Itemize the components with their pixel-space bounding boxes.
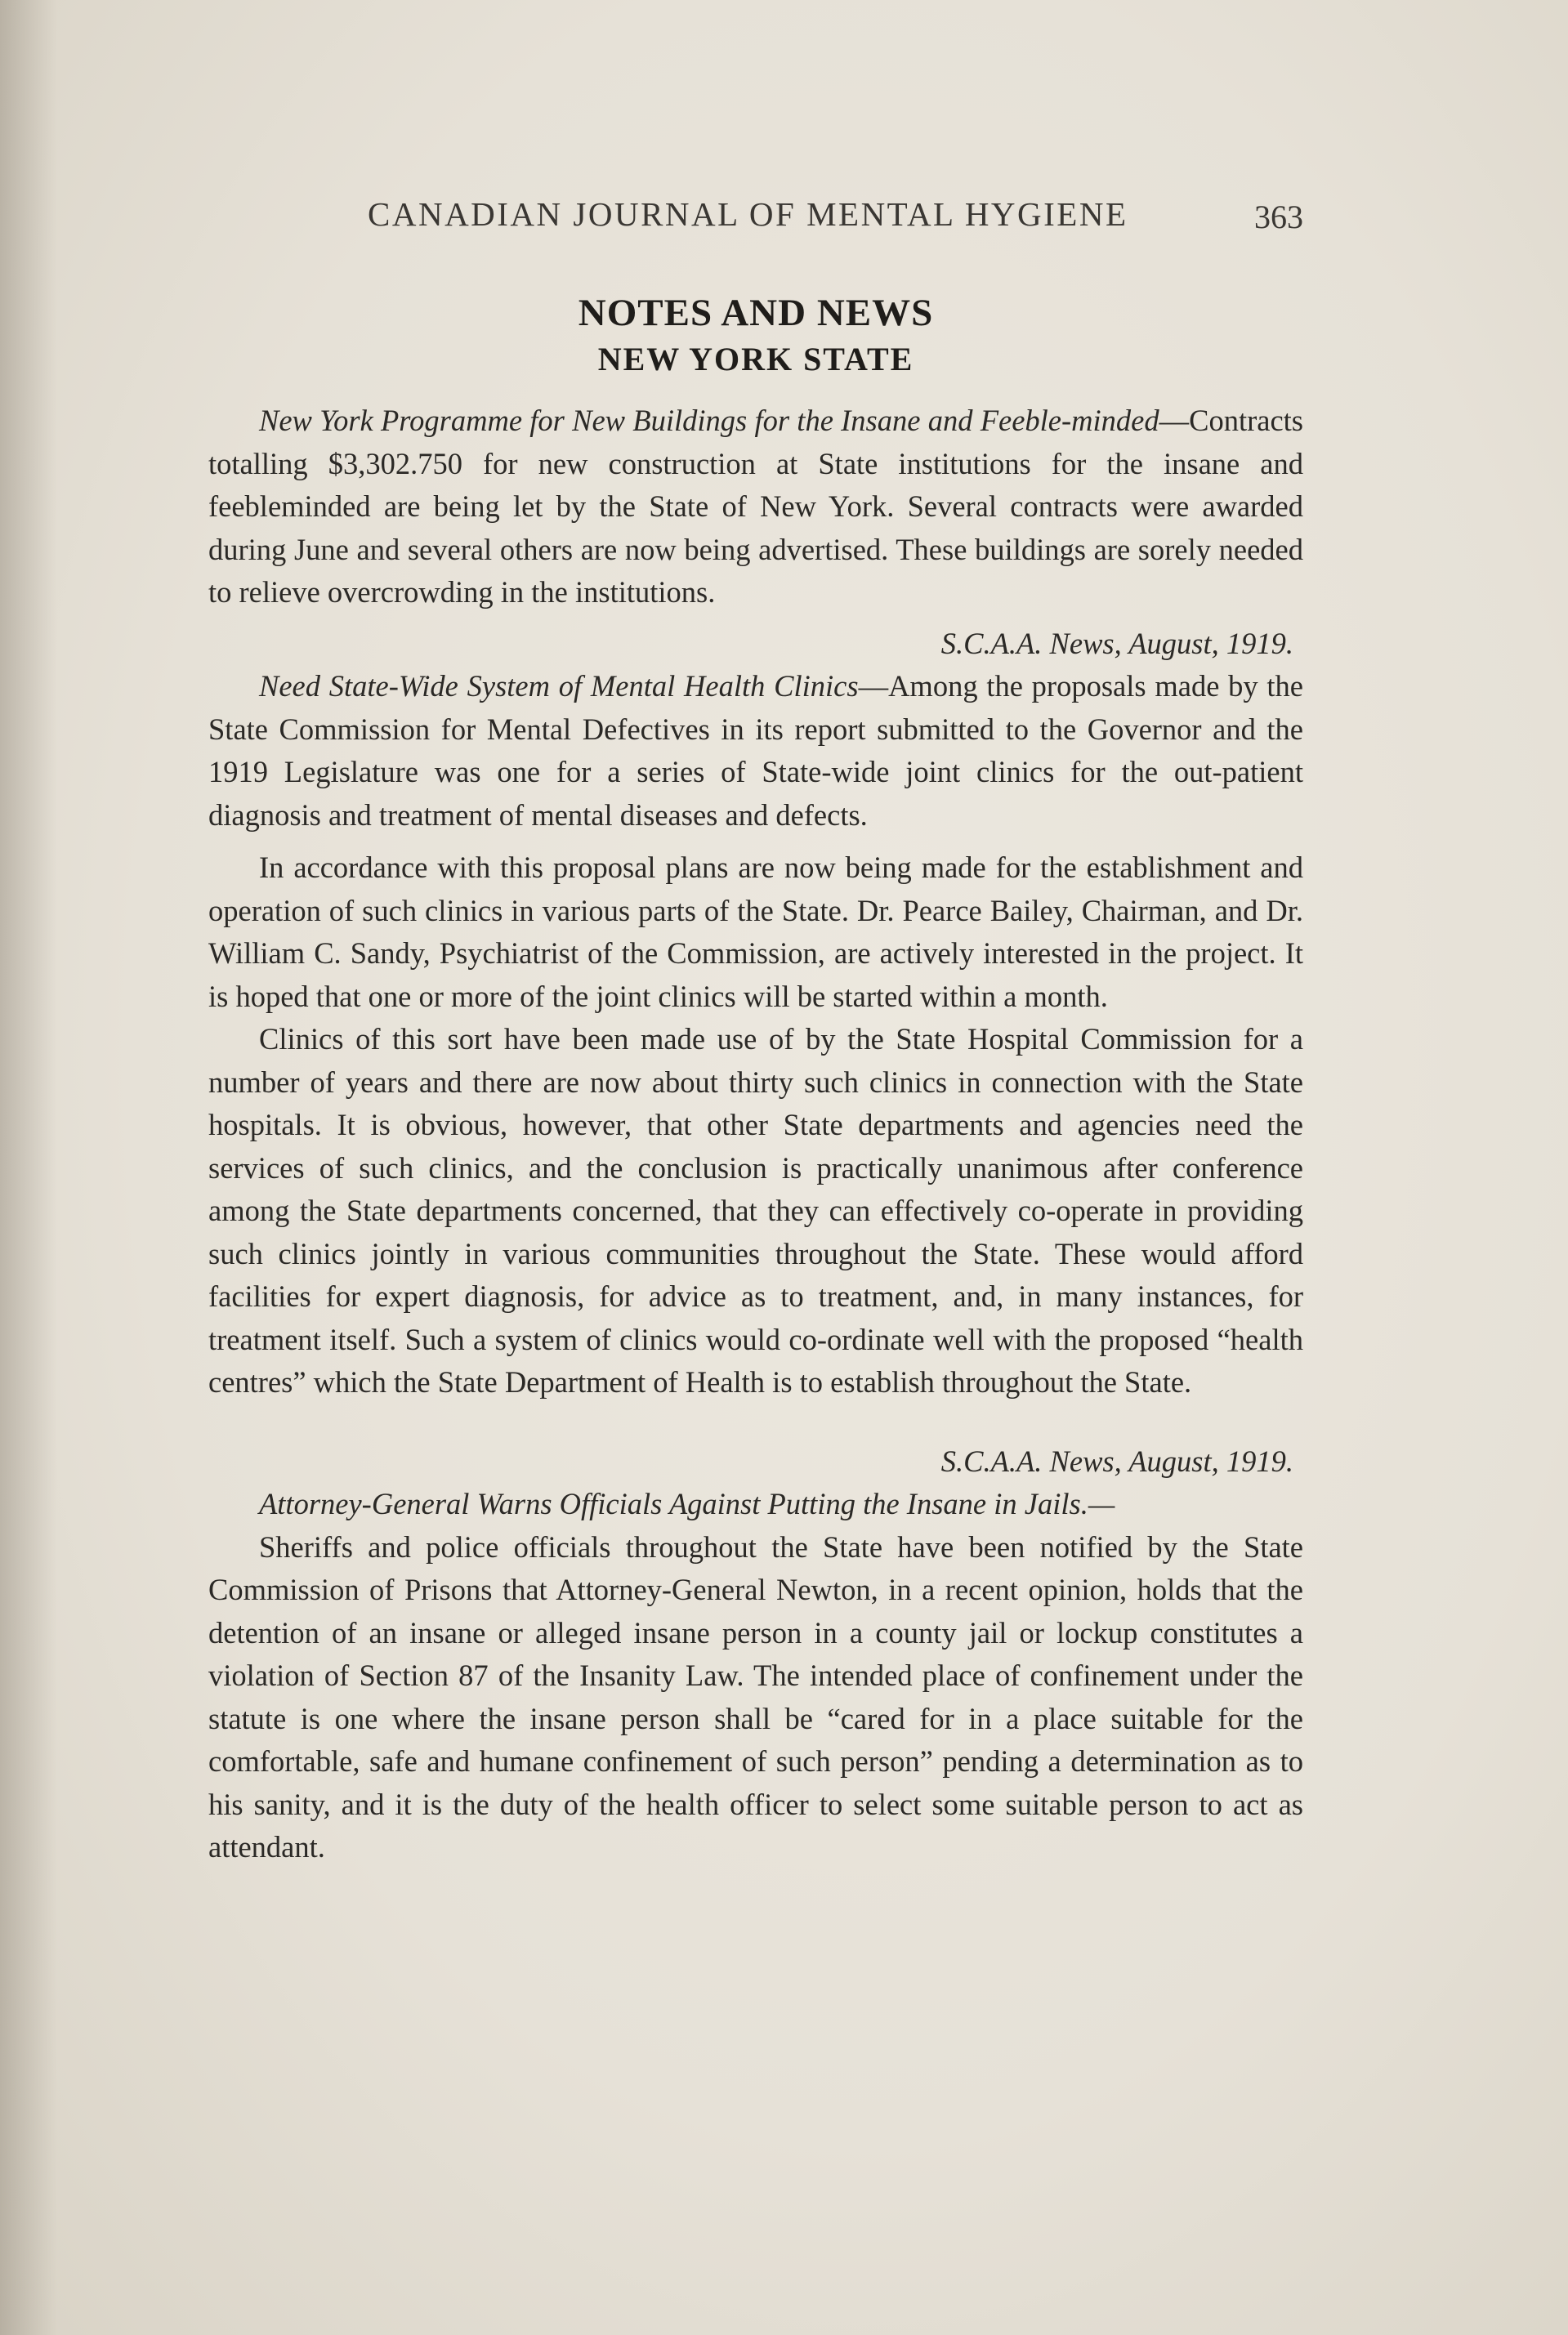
- article-jails-heading: Attorney-General Warns Officials Against Putting the Insane in Jails.—: [259, 1487, 1115, 1520]
- article-clinics-body: Among the proposals made by the State Commission for Mental Defectives in its report submitted to the Governor and the 1919 Legislature was one for a series of State-wide joint clinics for the out-patient diagnosis and treatment of mental diseases and defects.: [208, 669, 1303, 832]
- article-clinics-source: S.C.A.A. News, August, 1919.: [940, 1444, 1293, 1478]
- page-number: 363: [1254, 199, 1303, 235]
- binding-shadow: [0, 0, 57, 2335]
- article-buildings-source: S.C.A.A. News, August, 1919.: [940, 626, 1293, 660]
- article-clinics-paragraph-3: Clinics of this sort have been made use of by the State Hospital Commission for a number of years and there are now about thirty such clinics in connection with the State hospitals. It is obvious, however, that other State departments and agencies need the services of such clinics, and the conclusion is practically unanimous after conference among the State departments concerned, that they can effectively co-operate in providing such clinics jointly in various communities throughout the State. These would afford facilities for expert diagnosis, for advice as to treatment, and, in many instances, for treatment itself. Such a system of clinics would co-ordinate well with the proposed “health centres” which the State Department of Health is to establish throughout the State.: [208, 1022, 1303, 1399]
- page-content: [208, 194, 1303, 1869]
- article-buildings-body: Contracts totalling $3,302.750 for new construction at State institutions for the insane and feebleminded are being let by the State of New York. Several contracts were awarded during June and several others are now being advertised. These buildings are sorely needed to relieve overcrowding in the institutions.: [208, 404, 1303, 609]
- article-clinics-heading: Need State-Wide System of Mental Health Clinics: [259, 669, 859, 703]
- heading-dash: —: [858, 669, 889, 703]
- section-subtitle: NEW YORK STATE: [597, 341, 914, 377]
- section-title: NOTES AND NEWS: [578, 292, 934, 334]
- article-buildings-paragraph: [208, 400, 1303, 614]
- article-jails-body: Sheriffs and police officials throughout the State have been notified by the State Commission of Prisons that Attorney-General Newton, in a recent opinion, holds that the detention of an insane or alleged insane person in a county jail or lockup constitutes a violation of Section 87 of the Insanity Law. The intended place of confinement under the statute is one where the insane person shall be “cared for in a place suitable for the comfortable, safe and humane confinement of such person” pending a determination as to his sanity, and it is the duty of the health officer to select some suitable person to act as attendant.: [208, 1529, 1303, 1864]
- heading-dash: —: [1159, 404, 1190, 437]
- article-clinics-paragraph-2: In accordance with this proposal plans are now being made for the establishment and operation of such clinics in various parts of the State. Dr. Pearce Bailey, Chairman, and Dr. William C. Sandy, Psychiatrist of the Commission, are actively interested in the project. It is hoped that one or more of the joint clinics will be started within a month.: [208, 851, 1303, 1013]
- journal-title: CANADIAN JOURNAL OF MENTAL HYGIENE: [368, 195, 1128, 233]
- running-head: [208, 194, 1303, 243]
- article-clinics-paragraph: [208, 665, 1303, 837]
- article-buildings-heading: New York Programme for New Buildings for the Insane and Feeble-minded: [259, 404, 1159, 437]
